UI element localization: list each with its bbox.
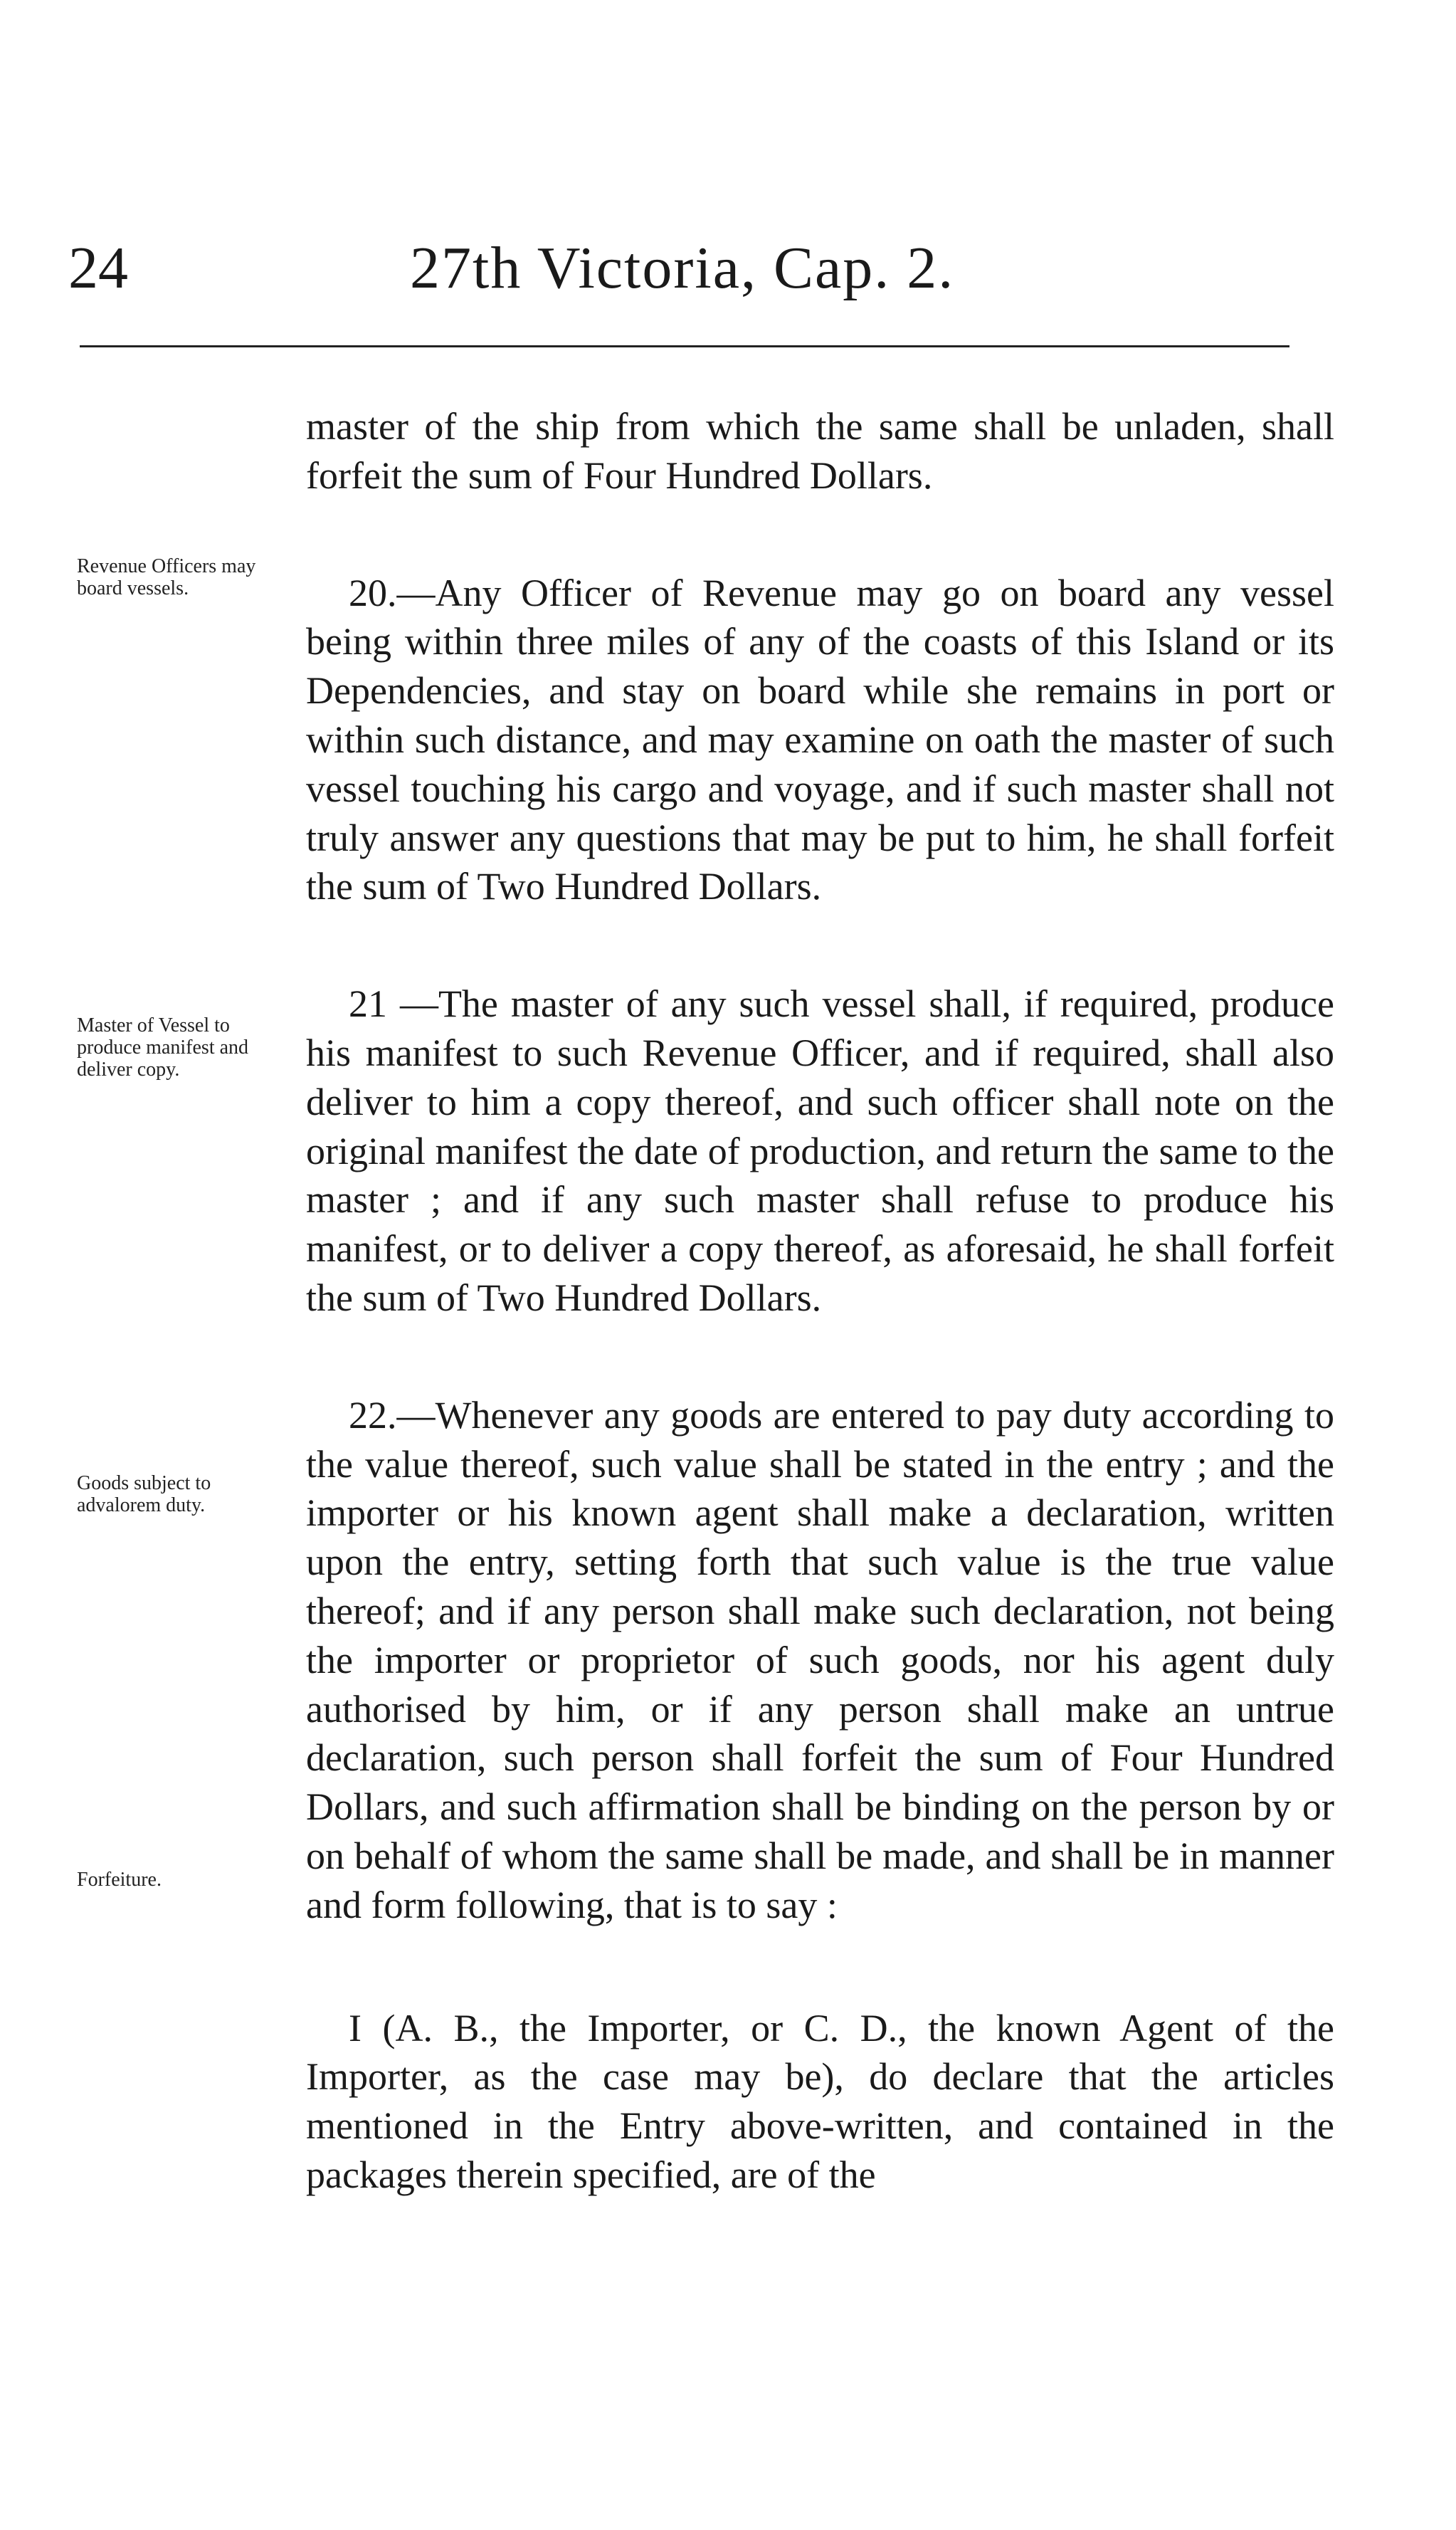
margin-note-forfeiture: Forfeiture. (77, 1869, 162, 1891)
margin-note-goods-ad-valorem: Goods subject to advalorem duty. (77, 1472, 211, 1516)
section-22: 22.—Whenever any goods are entered to pay duty according to the value thereof, such value shall be stated in the entry ; and the importer or his known agent shall make a declaration, written upon the entry, setting forth that such value is the true value thereof; and if any person shall make such declaration, not being the importer or proprietor of such goods, nor his agent duly authorised by him, or if any person shall make an untrue declaration, such person shall forfeit the sum of Four Hundred Dollars, and such affirmation shall be binding on the person by or on behalf of whom the same shall be made, and shall be in manner and form following, that is to say : (306, 1393, 1334, 1926)
page-header (68, 229, 1292, 308)
section-21: 21 —The master of any such vessel shall, if required, produce his manifest to such Revenue Officer, and if required, shall also deliver to him a copy thereof, and such officer shall note on the original manifest the date of production, and return the same to the master ; and if any such master shall refuse to produce his manifest, or to deliver a copy thereof, as aforesaid, he shall forfeit the sum of Two Hundred Dollars. (306, 982, 1334, 1319)
margin-note-revenue-officers: Revenue Officers may board vessels. (77, 555, 256, 599)
section-20: 20.—Any Officer of Revenue may go on board any vessel being within three miles of any of the coasts of this Island or its Dependencies, and stay on board while she remains in port or within such distance, and may examine on oath the master of such vessel touching his cargo and voyage, and if such master shall not truly answer any questions that may be put to him, he shall forfeit the sum of Two Hundred Dollars. (306, 571, 1334, 908)
declaration-form: I (A. B., the Importer, or C. D., the known Agent of the Importer, as the case may be), do declare that the articles mentioned in the Entry above-written, and contained in the packages therein specified, are of the (306, 2006, 1334, 2196)
running-title: 27th Victoria, Cap. 2. (410, 235, 955, 301)
header-rule (80, 345, 1289, 347)
continuation-paragraph: master of the ship from which the same shall be unladen, shall forfeit the sum of Four Hundred Dollars. (306, 405, 1334, 497)
margin-note-master-manifest: Master of Vessel to produce manifest and deliver copy. (77, 1014, 249, 1081)
body-text (306, 402, 1334, 2200)
page-number: 24 (68, 235, 128, 301)
